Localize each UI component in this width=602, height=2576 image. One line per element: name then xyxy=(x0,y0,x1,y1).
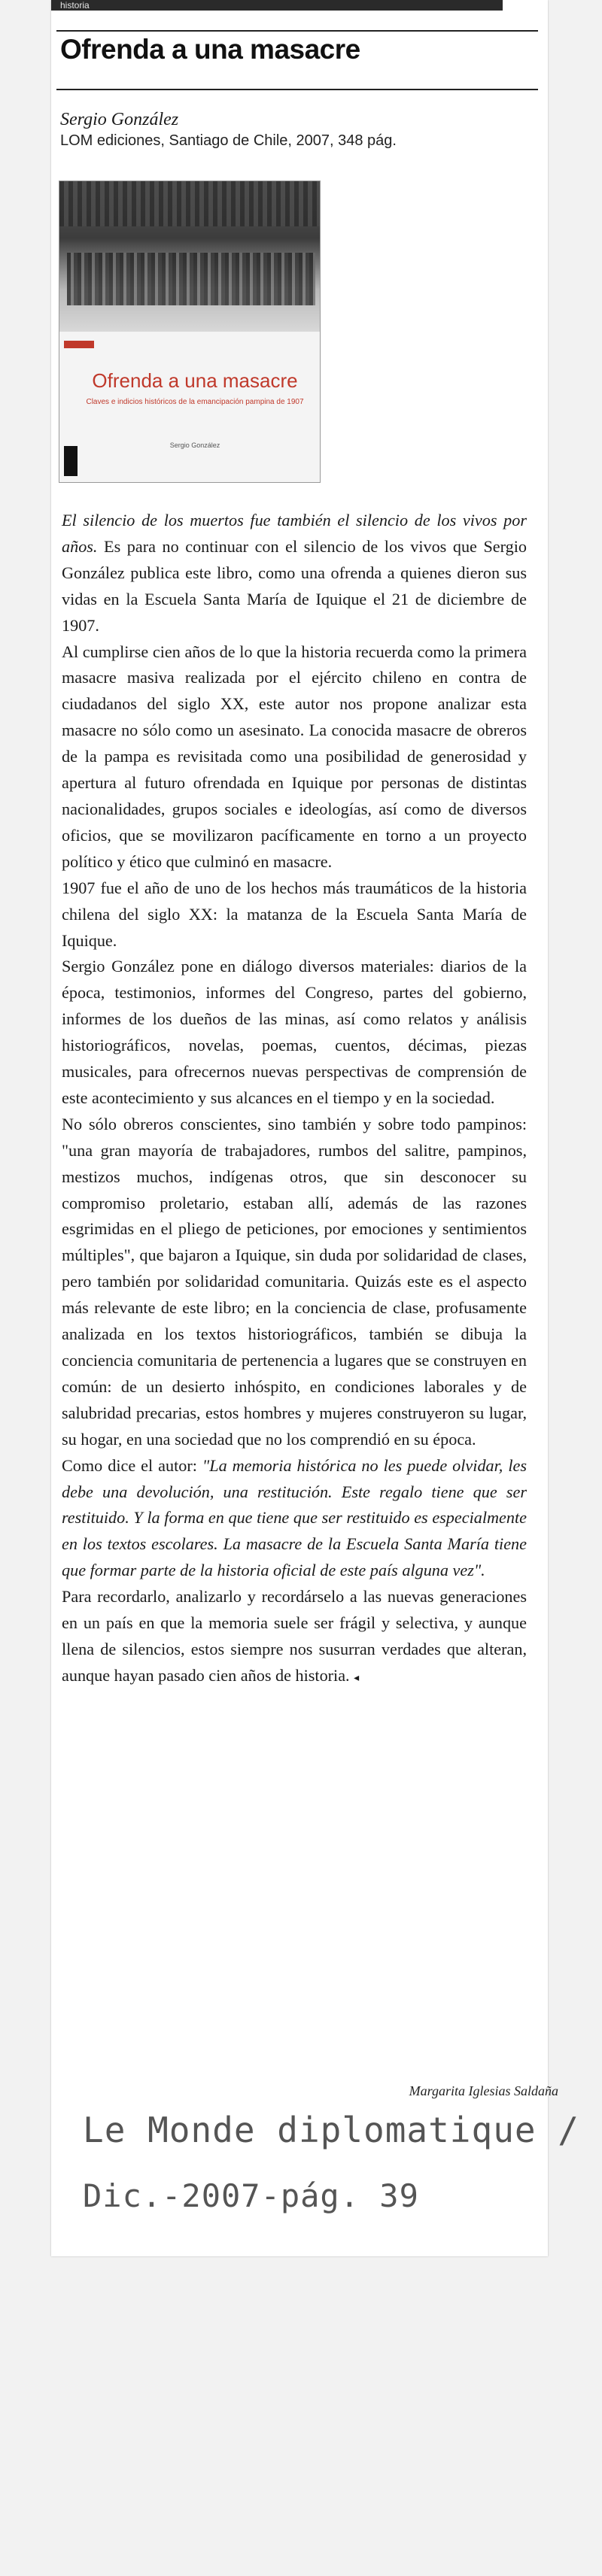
paragraph-1 xyxy=(62,508,527,639)
paragraph-6 xyxy=(62,1453,527,1585)
cover-red-tag xyxy=(64,341,94,348)
paragraph-7-text: Para recordarlo, analizarlo y recordárselo a las nuevas generaciones en un país en que la memoria suele ser frágil y selectiva, y aunque llena de silencios, estos siempre nos susurran verdades que alteran, aunque hayan pasado cien años de historia. xyxy=(62,1587,527,1685)
cover-photo-roof xyxy=(59,181,320,226)
cover-photo-crowd xyxy=(67,253,315,305)
author-quote: "La memoria histórica no les puede olvidar, les debe una devolución, una restitución. Este regalo tiene que ser restituido. Y la forma en que tiene que ser restituido es especialmente en los textos escolares. La masacre de la Escuela Santa María tiene que formar parte de la historia oficial de este país alguna vez". xyxy=(62,1455,527,1580)
quote-lead: Como dice el autor: xyxy=(62,1455,202,1475)
cover-title: Ofrenda a una masacre xyxy=(92,369,298,392)
paragraph-4: Sergio González pone en diálogo diversos materiales: diarios de la época, testimonios, informes del Congreso, partes del gobierno, informes de los dueños de las minas, así como relatos y análisis historiográficos, novelas, poemas, cuentos, décimas, piezas musicales, para ofrecernos nuevas perspectivas de comprensión de este acontecimiento y sus alcances en el tiempo y en la sociedad. xyxy=(62,957,527,1107)
cover-photo xyxy=(59,181,320,332)
end-mark-icon: ◂ xyxy=(354,1672,360,1684)
handwritten-date: Dic.-2007-pág. 39 xyxy=(83,2177,419,2214)
paragraph-5: No sólo obreros conscientes, sino también y sobre todo pampinos: "una gran mayoría de trabajadores, rumbos del salitre, pampinos, mestizos muchos, indígenas otros, que sin desconocer su compromiso proletario, estaban allí, además de las razones esgrimidas en el pliego de peticiones, por emociones y sentimientos múltiples", que bajaron a Iquique, sin duda por solidaridad de clases, pero también por solidaridad comunitaria. Quizás este es el aspecto más relevante de este libro; en la conciencia de clase, profusamente analizada en los textos historiográficos, también se dibuja la conciencia comunitaria de pertenencia a lugares que se construyen en común: de un desierto inhóspito, en condiciones laborales y de salubridad precarias, estos hombres y mujeres construyeron su lugar, su hogar, en una sociedad que no los comprendió en su época. xyxy=(62,1114,527,1449)
article-body xyxy=(62,508,527,1692)
top-rule xyxy=(56,30,538,32)
paragraph-1-text: Es para no continuar con el silencio de los vivos que Sergio González publica este libro, como una ofrenda a quienes dieron sus vidas en la Escuela Santa María de Iquique el 21 de diciembre de 1907. xyxy=(62,536,527,635)
paragraph-7 xyxy=(62,1584,527,1692)
paragraph-3: 1907 fue el año de uno de los hechos más traumáticos de la historia chilena del siglo XX: la matanza de la Escuela Santa María de Iquique. xyxy=(62,878,527,950)
paragraph-2: Al cumplirse cien años de lo que la historia recuerda como la primera masacre masiva realizada por el ejército chileno en contra de ciudadanos del siglo XX, este autor nos propone analizar esta masacre no sólo como un asesinato. La conocida masacre de obreros de la pampa es revisitada como una posibilidad de generosidad y apertura al futuro ofrendada en Iquique por personas de distintas nacionalidades, grupos sociales e ideologías, así como de diversos oficios, que se movilizaron pacíficamente en torno a un proyecto político y ético que culminó en masacre. xyxy=(62,642,527,871)
article-signature: Margarita Iglesias Saldaña xyxy=(409,2083,558,2098)
title-rule xyxy=(56,89,538,90)
book-author: Sergio González xyxy=(60,110,179,129)
handwritten-source: Le Monde diplomatique / xyxy=(83,2110,579,2150)
book-publisher-line: LOM ediciones, Santiago de Chile, 2007, 348 pág. xyxy=(60,132,397,149)
article-title: Ofrenda a una masacre xyxy=(60,34,360,65)
opening-italic: El silencio de los muertos fue también el silencio de los vivos por años. xyxy=(62,511,527,556)
publisher-logo-icon xyxy=(64,446,78,476)
cover-author: Sergio González xyxy=(169,441,220,449)
cover-subtitle: Claves e indicios históricos de la emancipación pampina de 1907 xyxy=(86,398,304,406)
book-cover-image xyxy=(59,181,321,483)
section-bar xyxy=(51,0,503,11)
section-label: historia xyxy=(60,0,90,11)
